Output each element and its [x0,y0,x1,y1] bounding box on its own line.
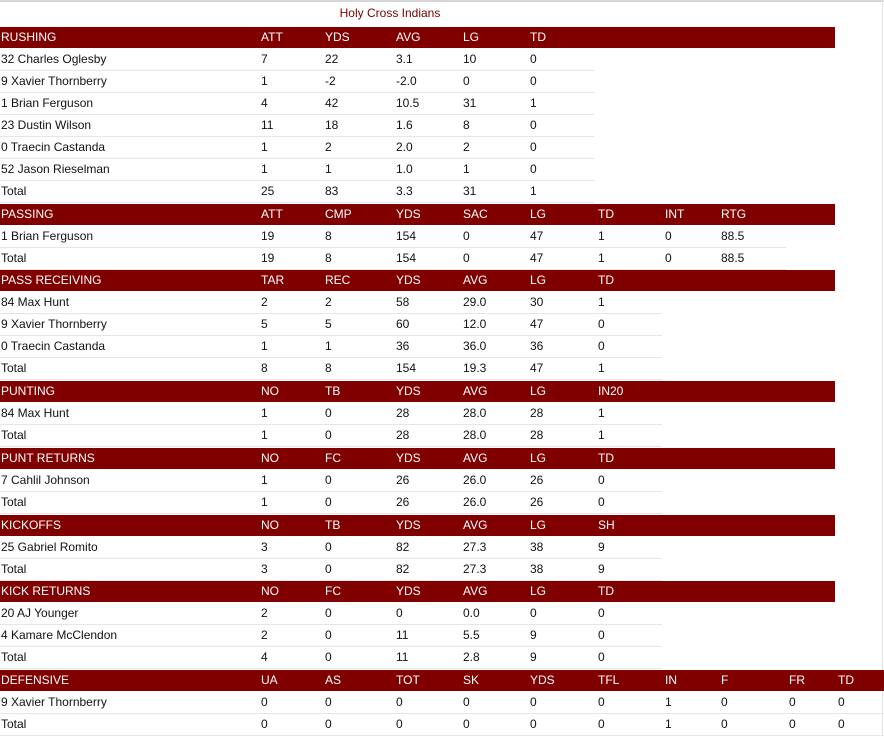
stat-value: 18 [325,118,339,132]
column-header: TD [598,451,614,465]
section-title: PASS RECEIVING [1,273,102,287]
section-title: PUNTING [1,384,55,398]
player-name: 20 AJ Younger [1,606,79,620]
stat-value: 1 [261,495,268,509]
column-header: YDS [325,30,350,44]
stat-value: 0 [530,118,537,132]
stat-value: 0 [325,628,332,642]
defensive-header [0,670,884,691]
stat-value: 0 [721,695,728,709]
player-name: 4 Kamare McClendon [1,628,118,642]
stat-value: 28 [530,428,544,442]
stat-value: 1 [261,140,268,154]
stat-value: 0 [325,562,332,576]
stat-value: 0 [325,495,332,509]
stat-value: 0 [463,74,470,88]
stat-value: 0 [598,717,605,731]
stat-value: 1 [325,339,332,353]
stat-value: 26 [530,495,544,509]
column-header: ATT [261,207,283,221]
section-title: PASSING [1,207,54,221]
stat-value: 154 [396,251,417,265]
table-row [0,537,662,559]
column-header: SAC [463,207,488,221]
stat-value: 0 [598,495,605,509]
column-header: FR [789,673,805,687]
player-name: 84 Max Hunt [1,295,70,309]
player-name: 23 Dustin Wilson [1,118,92,132]
stat-value: 22 [325,52,339,66]
column-header: AVG [463,384,488,398]
stat-value: 1 [598,295,605,309]
stat-value: 8 [325,251,332,265]
stat-value: 0 [325,540,332,554]
stat-value: 5 [325,317,332,331]
stat-value: 8 [325,229,332,243]
column-header: CMP [325,207,352,221]
column-header: YDS [396,273,421,287]
stat-value: 82 [396,540,410,554]
column-header: SH [598,518,615,532]
stat-value: 0 [261,717,268,731]
stat-value: 36 [396,339,410,353]
column-header: LG [530,273,547,287]
stat-value: 2 [261,606,268,620]
stat-value: 1 [463,162,470,176]
stat-value: 12.0 [463,317,487,331]
column-header: TD [598,273,614,287]
stat-value: 19 [261,229,275,243]
section-title: DEFENSIVE [1,673,70,687]
column-header: TD [598,584,614,598]
table-row [0,71,594,93]
player-name: 1 Brian Ferguson [1,96,94,110]
stat-value: 10 [463,52,477,66]
stat-value: 19 [261,251,275,265]
stat-value: 26.0 [463,495,487,509]
column-header: YDS [396,518,421,532]
stat-value: 47 [530,229,544,243]
stat-value: 0 [530,606,537,620]
stat-value: 0 [530,717,537,731]
column-header: LG [530,451,547,465]
stat-value: 1 [598,229,605,243]
player-name: Total [1,251,27,265]
column-header: LG [530,207,547,221]
stat-value: 26.0 [463,473,487,487]
player-name: Total [1,428,27,442]
stat-value: 9 [530,628,537,642]
stat-value: 30 [530,295,544,309]
stat-value: 2 [261,628,268,642]
column-header: LG [530,584,547,598]
stat-value: 82 [396,562,410,576]
section-title: KICKOFFS [1,518,62,532]
stat-value: 7 [261,52,268,66]
total-row [0,647,662,669]
column-header: YDS [530,673,555,687]
section-title: KICK RETURNS [1,584,91,598]
stat-value: 19.3 [463,361,487,375]
stat-value: 0 [598,695,605,709]
stat-value: 0 [530,162,537,176]
stat-value: 0 [530,74,537,88]
stat-value: -2.0 [396,74,417,88]
total-row [0,559,662,581]
stat-value: 1 [261,473,268,487]
column-header: TB [325,384,341,398]
column-header: IN20 [598,384,624,398]
stat-value: 47 [530,361,544,375]
total-row [0,492,662,514]
column-header: AS [325,673,342,687]
stat-value: 28 [396,406,410,420]
player-name: Total [1,184,27,198]
stat-value: 88.5 [721,229,745,243]
stat-value: -2 [325,74,336,88]
stat-value: 2 [325,295,332,309]
column-header: TD [838,673,854,687]
stat-value: 0 [665,229,672,243]
column-header: AVG [463,273,488,287]
stat-value: 0 [325,606,332,620]
player-name: 52 Jason Rieselman [1,162,110,176]
right-border [882,0,883,736]
passing-header [0,204,835,225]
table-row [0,314,662,336]
stat-value: 154 [396,229,417,243]
table-row [0,49,594,71]
stat-value: 27.3 [463,540,487,554]
table-row [0,115,594,137]
stat-value: 1 [665,717,672,731]
stat-value: 9 [530,650,537,664]
column-header: LG [530,384,547,398]
stat-value: 88.5 [721,251,745,265]
column-header: TD [530,30,546,44]
player-name: Total [1,650,27,664]
column-header: NO [261,384,279,398]
stat-value: 1 [530,96,537,110]
stat-value: 47 [530,251,544,265]
table-row [0,137,594,159]
stat-value: 0 [396,606,403,620]
rushing-header [0,27,835,48]
column-header: YDS [396,207,421,221]
stat-value: 1 [598,361,605,375]
stat-value: 1 [598,428,605,442]
player-name: 84 Max Hunt [1,406,70,420]
table-row [0,625,662,647]
punt-returns-header [0,448,835,469]
stat-value: 0 [261,695,268,709]
stat-value: 3.3 [396,184,413,198]
section-title: RUSHING [1,30,57,44]
stat-value: 9 [598,562,605,576]
player-name: 0 Traecin Castanda [1,140,106,154]
stat-value: 0 [530,695,537,709]
stat-value: 0 [838,717,845,731]
stat-value: 42 [325,96,339,110]
stat-value: 8 [463,118,470,132]
stat-value: 2.8 [463,650,480,664]
player-name: Total [1,361,27,375]
column-header: NO [261,518,279,532]
column-header: F [721,673,729,687]
total-row [0,358,662,380]
stat-value: 0 [789,717,796,731]
stat-value: 1 [598,406,605,420]
kickoffs-header [0,515,835,536]
player-name: 32 Charles Oglesby [1,52,107,66]
stat-value: 0 [325,695,332,709]
team-title: Holy Cross Indians [339,6,441,20]
punting-header [0,381,835,402]
player-name: 7 Cahlil Johnson [1,473,90,487]
stat-value: 0 [463,229,470,243]
table-row [0,226,786,248]
column-header: INT [665,207,685,221]
stat-value: 1 [261,74,268,88]
stat-value: 11 [396,650,409,664]
table-row [0,603,662,625]
kick-returns-header [0,581,835,602]
stat-value: 4 [261,650,268,664]
stat-value: 0 [530,140,537,154]
stat-value: 3 [261,562,268,576]
stat-value: 58 [396,295,410,309]
column-header: SK [463,673,480,687]
stat-value: 83 [325,184,339,198]
stat-value: 31 [463,96,477,110]
stat-value: 4 [261,96,268,110]
stat-value: 0 [325,650,332,664]
stat-value: 0 [721,717,728,731]
column-header: TOT [396,673,420,687]
stat-value: 2.0 [396,140,413,154]
stat-value: 11 [396,628,409,642]
stat-value: 0 [838,695,845,709]
stat-value: 2 [463,140,470,154]
column-header: TFL [598,673,620,687]
stat-value: 36.0 [463,339,487,353]
column-header: YDS [396,584,421,598]
column-header: YDS [396,451,421,465]
player-name: 1 Brian Ferguson [1,229,94,243]
stat-value: 1 [261,406,268,420]
stat-value: 8 [261,361,268,375]
stat-value: 1 [325,162,332,176]
stat-value: 1 [261,162,268,176]
stat-value: 26 [396,473,410,487]
table-row [0,336,662,358]
stat-value: 60 [396,317,410,331]
column-header: RTG [721,207,747,221]
column-header: FC [325,451,341,465]
stat-value: 28.0 [463,406,487,420]
stat-value: 0 [325,473,332,487]
stat-value: 36 [530,339,544,353]
stat-value: 28 [396,428,410,442]
column-header: ATT [261,30,283,44]
player-name: 9 Xavier Thornberry [1,317,107,331]
stat-value: 0 [325,406,332,420]
player-name: Total [1,717,27,731]
stat-value: 1 [261,339,268,353]
stat-value: 0 [789,695,796,709]
stat-value: 28 [530,406,544,420]
stat-value: 0 [463,717,470,731]
total-row [0,714,884,736]
player-name: 25 Gabriel Romito [1,540,98,554]
section-title: PUNT RETURNS [1,451,95,465]
total-row [0,248,786,270]
top-border [0,0,884,2]
column-header: TB [325,518,341,532]
stat-value: 0 [396,695,403,709]
stat-value: 5 [261,317,268,331]
column-header: AVG [463,518,488,532]
player-name: Total [1,495,27,509]
total-row [0,181,594,203]
stat-value: 27.3 [463,562,487,576]
column-header: REC [325,273,351,287]
stat-value: 0 [530,52,537,66]
stat-value: 38 [530,540,544,554]
column-header: AVG [463,451,488,465]
column-header: TD [598,207,614,221]
stat-value: 5.5 [463,628,480,642]
table-row [0,692,884,714]
stat-value: 26 [396,495,410,509]
stat-value: 2 [325,140,332,154]
stat-value: 1 [598,251,605,265]
stat-value: 9 [598,540,605,554]
player-name: 9 Xavier Thornberry [1,695,107,709]
table-row [0,93,594,115]
stat-value: 1 [665,695,672,709]
stat-value: 26 [530,473,544,487]
stat-value: 10.5 [396,96,420,110]
stat-value: 2 [261,295,268,309]
column-header: TAR [261,273,285,287]
stat-value: 3 [261,540,268,554]
stat-value: 38 [530,562,544,576]
stat-value: 0 [665,251,672,265]
stat-value: 28.0 [463,428,487,442]
stat-value: 0 [598,473,605,487]
stat-value: 0 [463,251,470,265]
stat-value: 0 [598,650,605,664]
stat-value: 154 [396,361,417,375]
stat-value: 0 [598,317,605,331]
stat-value: 0 [598,628,605,642]
column-header: AVG [463,584,488,598]
stat-value: 31 [463,184,477,198]
column-header: FC [325,584,341,598]
stat-value: 11 [261,118,274,132]
stat-value: 0 [598,339,605,353]
column-header: YDS [396,384,421,398]
stat-value: 0 [463,695,470,709]
stat-value: 1.6 [396,118,413,132]
stat-value: 8 [325,361,332,375]
table-row [0,470,662,492]
stat-value: 0.0 [463,606,480,620]
table-row [0,292,662,314]
column-header: NO [261,451,279,465]
stat-value: 1 [530,184,537,198]
column-header: UA [261,673,278,687]
total-row [0,425,662,447]
stat-value: 3.1 [396,52,413,66]
column-header: LG [530,518,547,532]
stat-value: 1 [261,428,268,442]
stat-value: 0 [325,428,332,442]
stat-value: 1.0 [396,162,413,176]
player-name: Total [1,562,27,576]
stat-value: 47 [530,317,544,331]
player-name: 9 Xavier Thornberry [1,74,107,88]
column-header: NO [261,584,279,598]
stat-value: 0 [396,717,403,731]
stat-value: 0 [598,606,605,620]
column-header: IN [665,673,677,687]
stat-value: 29.0 [463,295,487,309]
stat-value: 25 [261,184,275,198]
player-name: 0 Traecin Castanda [1,339,106,353]
table-row [0,403,662,425]
table-row [0,159,594,181]
receiving-header [0,270,835,291]
column-header: AVG [396,30,421,44]
stat-value: 0 [325,717,332,731]
column-header: LG [463,30,480,44]
